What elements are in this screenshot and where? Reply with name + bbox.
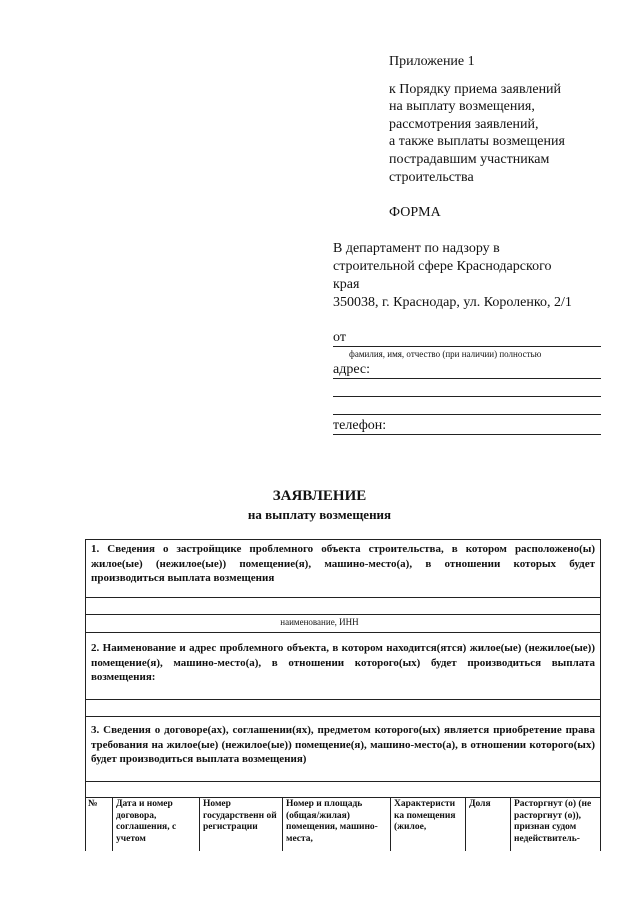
document-title: ЗАЯВЛЕНИЕ [272, 488, 367, 504]
table-header-cell: № [88, 799, 98, 809]
phone-field-line[interactable] [333, 434, 601, 435]
divider [85, 597, 601, 598]
table-header-cell: Расторгнут (о) (не расторгнут (о)), признан судом недействитель- [510, 797, 601, 851]
appendix-title: Приложение 1 [389, 54, 475, 69]
addressee-line: края [333, 277, 360, 292]
addressee-line: В департамент по надзору в [333, 241, 500, 256]
section-1-field-line[interactable] [85, 614, 601, 615]
from-label: от [333, 330, 346, 345]
appendix-block [389, 53, 565, 186]
appendix-line: к Порядку приема заявлений [389, 81, 562, 97]
phone-label: телефон: [333, 418, 387, 433]
appendix-line: а также выплаты возмещения [389, 134, 565, 150]
name-hint: фамилия, имя, отчество (при наличии) полностью [349, 349, 542, 359]
divider [85, 632, 601, 633]
addressee-line: 350038, г. Краснодар, ул. Короленко, 2/1 [333, 295, 572, 310]
section-3-field-line[interactable] [85, 781, 601, 782]
document-subtitle: на выплату возмещения [247, 507, 392, 522]
table-header-cell: Характеристи ка помещения (жилое, [390, 797, 465, 851]
addressee-block [333, 240, 572, 312]
section-1-heading: 1. Сведения о застройщике проблемного объекта строительства, в котором расположено(ы) жилое(ые) (нежилое(ые)) помещение(я), машино-место(а), в отношении которых будет производиться выплата возмещения [91, 543, 595, 584]
address-field-line[interactable] [333, 396, 601, 397]
appendix-line: рассмотрения заявлений, [389, 116, 539, 132]
contracts-table-header [85, 797, 601, 851]
address-field-line[interactable] [333, 378, 601, 379]
address-label: адрес: [333, 362, 371, 377]
table-header-cell: Доля [465, 797, 510, 851]
appendix-line: на выплату возмещения, [389, 99, 535, 115]
section-2-heading: 2. Наименование и адрес проблемного объекта, в котором находится(ятся) жилое(ые) (нежилое(ые)) помещение(я), машино-место(а), в отношении которого(ых) будет производиться выплата возмещения: [91, 642, 595, 683]
section-3-heading: 3. Сведения о договоре(ах), соглашении(ях), предметом которого(ых) является приобретение права требования на жилое(ые) (нежилое(ые)) помещение(я), машино-место(а), в отношении которого(ых) будет производиться выплата возмещения) [91, 724, 595, 765]
table-header-cell: Дата и номер договора, соглашения, с учетом [112, 797, 199, 851]
address-field-line[interactable] [333, 414, 601, 415]
table-header-cell: Номер государственн ой регистрации [199, 797, 282, 851]
divider [85, 716, 601, 717]
appendix-line: строительства [389, 169, 474, 185]
section-1-hint: наименование, ИНН [280, 617, 359, 627]
addressee-line: строительной сфере Краснодарского [333, 259, 552, 274]
appendix-line: пострадавшим участникам [389, 151, 550, 167]
form-label: ФОРМА [389, 205, 441, 220]
from-field-line[interactable] [333, 346, 601, 347]
table-header-cell: Номер и площадь (общая/жилая) помещения, машино-места, [282, 797, 390, 851]
section-2-field-line[interactable] [85, 699, 601, 700]
